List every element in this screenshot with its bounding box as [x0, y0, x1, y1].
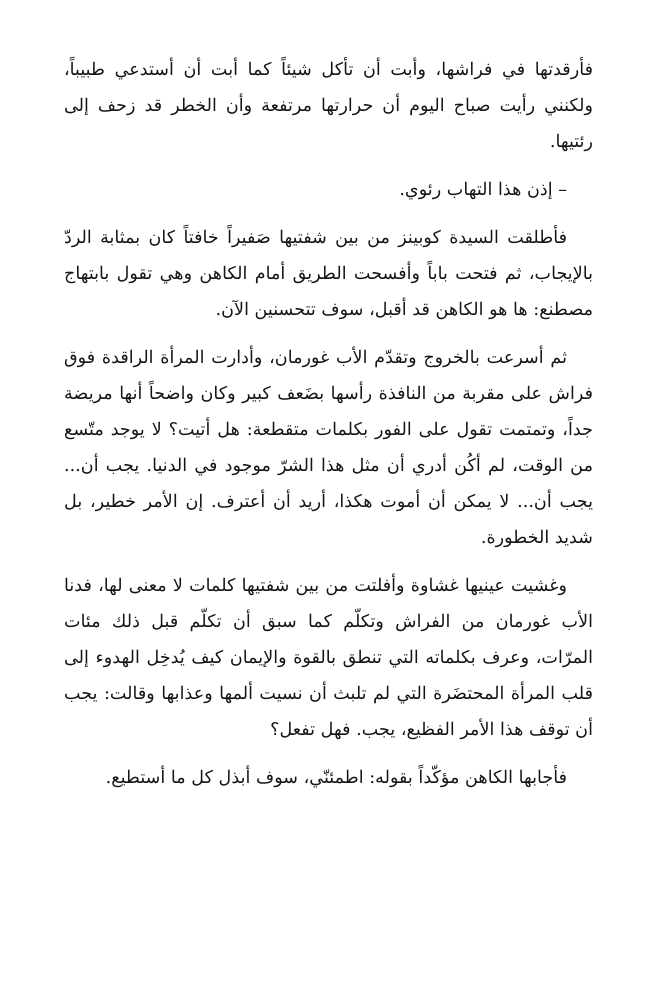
paragraph-dialogue: – إذن هذا التهاب رئوي. — [399, 180, 567, 200]
paragraph: فأجابها الكاهن مؤكّداً بقوله: اطمئنّي، سوف أبذل كل ما أستطيع. — [105, 768, 567, 788]
paragraph-continuation: فأرقدتها في فراشها، وأبت أن تأكل شيئاً كما أبت أن أستدعي طبيباً، ولكنني رأيت صباح اليوم أن حرارتها مرتفعة وأن الخطر قد زحف إلى رئتيها. — [64, 60, 593, 152]
paragraph: ثم أسرعت بالخروج وتقدّم الأب غورمان، وأدارت المرأة الراقدة فوق فراش على مقربة من النافذة رأسها بضَعف كبير وكان واضحاً أنها مريضة جداً، وتمتمت تقول على الفور بكلمات متقطعة: هل أتيت؟ لا يوجد متّسع من الوقت، لم أكُن أدري أن مثل هذا الشرّ موجود في الدنيا. يجب أن... يجب أن... لا يمكن أن أموت هكذا، أريد أن أعترف. إن الأمر خطير، بل شديد الخطورة. — [64, 348, 593, 548]
paragraph: فأطلقت السيدة كوبينز من بين شفتيها صَفيراً خافتاً كان بمثابة الردّ بالإيجاب، ثم فتحت باباً وأفسحت الطريق أمام الكاهن وهي تقول بابتهاج مصطنع: ها هو الكاهن قد أقبل، سوف تتحسنين الآن. — [64, 228, 593, 320]
paragraph: وغشيت عينيها غشاوة وأفلتت من بين شفتيها كلمات لا معنى لها، فدنا الأب غورمان من الفراش وتكلّم كما سبق أن تكلّم قبل ذلك مئات المرّات، وعرف بكلماته التي تنطق بالقوة والإيمان كيف يُدخِل الهدوء إلى قلب المرأة المحتضَرة التي لم تلبث أن نسيت ألمها وعذابها وقالت: يجب أن توقف هذا الأمر الفظيع، يجب. فهل تفعل؟ — [64, 576, 593, 740]
book-page-text — [0, 52, 651, 808]
